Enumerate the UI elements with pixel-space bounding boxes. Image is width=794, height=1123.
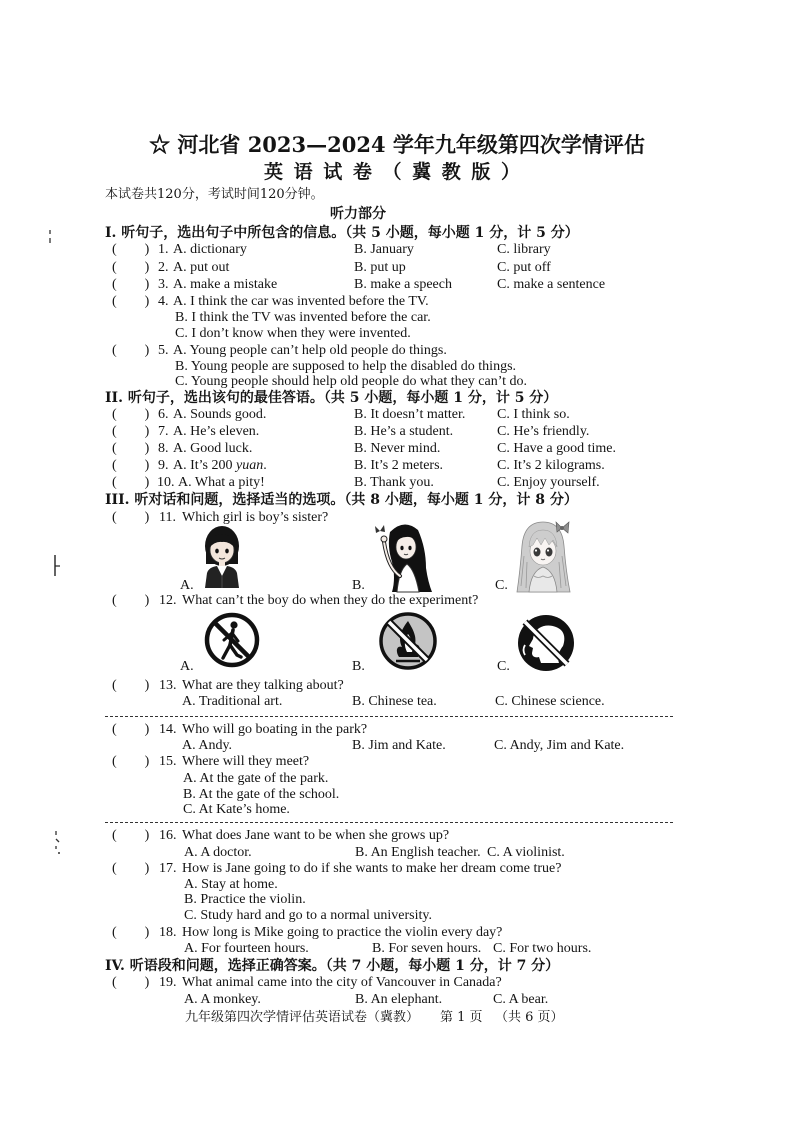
question-number: 12. <box>159 593 177 608</box>
q17-option-b: B. Practice the violin. <box>184 892 306 907</box>
q7-option-c: C. He’s friendly. <box>497 424 590 439</box>
answer-blank: ( ) <box>112 242 150 257</box>
q16-option-c: C. A violinist. <box>487 845 565 860</box>
q14-option-b: B. Jim and Kate. <box>352 738 446 753</box>
q3-option-c: C. make a sentence <box>497 277 606 292</box>
question-number: 19. <box>159 975 177 990</box>
q17-question-text: How is Jane going to do if she wants to make her dream come true? <box>182 861 562 876</box>
q6-option-a: A. Sounds good. <box>173 407 267 422</box>
margin-mark <box>52 831 62 855</box>
answer-blank: ( ) <box>112 925 150 940</box>
q1-option-c: C. library <box>497 242 551 257</box>
q19-option-a: A. A monkey. <box>184 992 261 1007</box>
exam-title: ☆ 河北省 2023—2024 学年九年级第四次学情评估 <box>149 132 645 157</box>
q9-option-a-text: A. It’s 200 <box>173 458 236 473</box>
footer-page-number: 第 1 页 <box>440 1010 483 1025</box>
exam-note: 本试卷共120分，考试时间120分钟。 <box>105 187 324 202</box>
answer-blank: ( ) <box>112 294 150 309</box>
question-number: 2. <box>158 260 169 275</box>
q10-option-a: A. What a pity! <box>178 475 265 490</box>
q5-option-b: B. Young people are supposed to help the disabled do things. <box>175 359 517 374</box>
answer-blank: ( ) <box>112 343 150 358</box>
section-heading: IV. 听语段和问题，选择正确答案。（共 7 小题，每小题 1 分，计 7 分） <box>105 958 560 974</box>
q13-question-text: What are they talking about? <box>182 678 344 693</box>
answer-blank: ( ) <box>112 754 150 769</box>
answer-blank: ( ) <box>112 407 150 422</box>
q1-option-a: A. dictionary <box>173 242 247 257</box>
answer-blank: ( ) <box>112 593 150 608</box>
question-number: 4. <box>158 294 169 309</box>
q12-label-b: B. <box>352 659 365 674</box>
question-number: 13. <box>159 678 177 693</box>
question-number: 3. <box>158 277 169 292</box>
q19-option-b: B. An elephant. <box>355 992 443 1007</box>
q13-option-b: B. Chinese tea. <box>352 694 437 709</box>
q18-option-a: A. For fourteen hours. <box>184 941 309 956</box>
q9-option-a <box>173 458 267 474</box>
answer-blank: ( ) <box>112 678 150 693</box>
q14-option-a: A. Andy. <box>182 738 233 753</box>
question-number: 9. <box>158 458 169 473</box>
q13-option-a: A. Traditional art. <box>182 694 283 709</box>
question-number: 11. <box>159 510 176 525</box>
question-number: 15. <box>159 754 177 769</box>
girl-short-hair-icon <box>198 522 246 588</box>
question-number: 5. <box>158 343 169 358</box>
q14-option-c: C. Andy, Jim and Kate. <box>494 738 625 753</box>
question-number: 16. <box>159 828 177 843</box>
section-heading: III. 听对话和问题，选择适当的选项。（共 8 小题，每小题 1 分，计 8 分） <box>105 492 578 508</box>
q7-option-a: A. He’s eleven. <box>173 424 260 439</box>
q7-option-b: B. He’s a student. <box>354 424 454 439</box>
q11-question-text: Which girl is boy’s sister? <box>182 510 329 525</box>
question-number: 17. <box>159 861 177 876</box>
q4-option-c: C. I don’t know when they were invented. <box>175 326 411 341</box>
q3-option-a: A. make a mistake <box>173 277 278 292</box>
q11-label-b: B. <box>352 578 365 593</box>
q15-option-c: C. At Kate’s home. <box>183 802 290 817</box>
q15-question-text: Where will they meet? <box>182 754 310 769</box>
q18-option-c: C. For two hours. <box>493 941 592 956</box>
question-number: 6. <box>158 407 169 422</box>
q16-option-b: B. An English teacher. <box>355 845 481 860</box>
section-heading: I. 听句子，选出句子中所包含的信息。（共 5 小题，每小题 1 分，计 5 分） <box>105 225 579 241</box>
q15-option-a: A. At the gate of the park. <box>183 771 329 786</box>
answer-blank: ( ) <box>112 828 150 843</box>
q8-option-c: C. Have a good time. <box>497 441 616 456</box>
answer-blank: ( ) <box>112 424 150 439</box>
margin-mark <box>52 555 62 577</box>
answer-blank: ( ) <box>112 475 150 490</box>
answer-blank: ( ) <box>112 975 150 990</box>
q9-option-c: C. It’s 2 kilograms. <box>497 458 605 473</box>
q5-option-c: C. Young people should help old people do what they can’t do. <box>175 374 528 389</box>
q4-option-a: A. I think the car was invented before the TV. <box>173 294 429 309</box>
footer-total-pages: （共 6 页） <box>495 1010 564 1025</box>
question-number: 1. <box>158 242 169 257</box>
dashed-divider <box>105 716 673 717</box>
q8-option-a: A. Good luck. <box>173 441 253 456</box>
section-heading: II. 听句子，选出该句的最佳答语。（共 5 小题，每小题 1 分，计 5 分） <box>105 390 558 406</box>
question-number: 18. <box>159 925 177 940</box>
girl-anime-bow-icon <box>512 516 574 592</box>
q16-question-text: What does Jane want to be when she grows up? <box>182 828 450 843</box>
answer-blank: ( ) <box>112 861 150 876</box>
q17-option-a: A. Stay at home. <box>184 877 278 892</box>
q10-option-b: B. Thank you. <box>354 475 434 490</box>
q14-question-text: Who will go boating in the park? <box>182 722 368 737</box>
no-fire-sign-icon <box>378 611 438 671</box>
question-number: 10. <box>157 475 175 490</box>
q1-option-b: B. January <box>354 242 414 257</box>
question-number: 14. <box>159 722 177 737</box>
q19-option-c: C. A bear. <box>493 992 549 1007</box>
dashed-divider <box>105 822 673 823</box>
exam-subtitle: 英 语 试 卷 （ 冀 教 版 ） <box>264 161 522 183</box>
q9-option-b: B. It’s 2 meters. <box>354 458 444 473</box>
no-walking-sign-icon <box>204 612 260 668</box>
q13-option-c: C. Chinese science. <box>495 694 605 709</box>
q17-option-c: C. Study hard and go to a normal university. <box>184 908 432 923</box>
q6-option-c: C. I think so. <box>497 407 570 422</box>
answer-blank: ( ) <box>112 510 150 525</box>
q5-option-a: A. Young people can’t help old people do things. <box>173 343 447 358</box>
q18-question-text: How long is Mike going to practice the violin every day? <box>182 925 503 940</box>
q11-label-c: C. <box>495 578 508 593</box>
q12-label-a: A. <box>180 659 194 674</box>
q6-option-b: B. It doesn’t matter. <box>354 407 466 422</box>
q16-option-a: A. A doctor. <box>184 845 252 860</box>
answer-blank: ( ) <box>112 277 150 292</box>
q8-option-b: B. Never mind. <box>354 441 441 456</box>
q12-label-c: C. <box>497 659 510 674</box>
answer-blank: ( ) <box>112 458 150 473</box>
question-number: 7. <box>158 424 169 439</box>
answer-blank: ( ) <box>112 441 150 456</box>
q4-option-b: B. I think the TV was invented before the car. <box>175 310 431 325</box>
footer-paper-title: 九年级第四次学情评估英语试卷（冀教） <box>185 1010 420 1025</box>
question-number: 8. <box>158 441 169 456</box>
q19-question-text: What animal came into the city of Vancouver in Canada? <box>182 975 502 990</box>
answer-blank: ( ) <box>112 260 150 275</box>
q18-option-b: B. For seven hours. <box>372 941 482 956</box>
q9-option-a-end: . <box>263 458 267 473</box>
q2-option-c: C. put off <box>497 260 551 275</box>
q3-option-b: B. make a speech <box>354 277 452 292</box>
q15-option-b: B. At the gate of the school. <box>183 787 340 802</box>
no-talking-sign-icon <box>516 613 576 673</box>
girl-long-black-hair-icon <box>370 518 434 592</box>
q2-option-a: A. put out <box>173 260 230 275</box>
q9-option-a-italic: yuan <box>236 458 264 473</box>
q12-question-text: What can’t the boy do when they do the experiment? <box>182 593 479 608</box>
answer-blank: ( ) <box>112 722 150 737</box>
margin-mark <box>47 230 53 244</box>
part-title: 听力部分 <box>330 206 386 222</box>
q2-option-b: B. put up <box>354 260 406 275</box>
q10-option-c: C. Enjoy yourself. <box>497 475 600 490</box>
q11-label-a: A. <box>180 578 194 593</box>
